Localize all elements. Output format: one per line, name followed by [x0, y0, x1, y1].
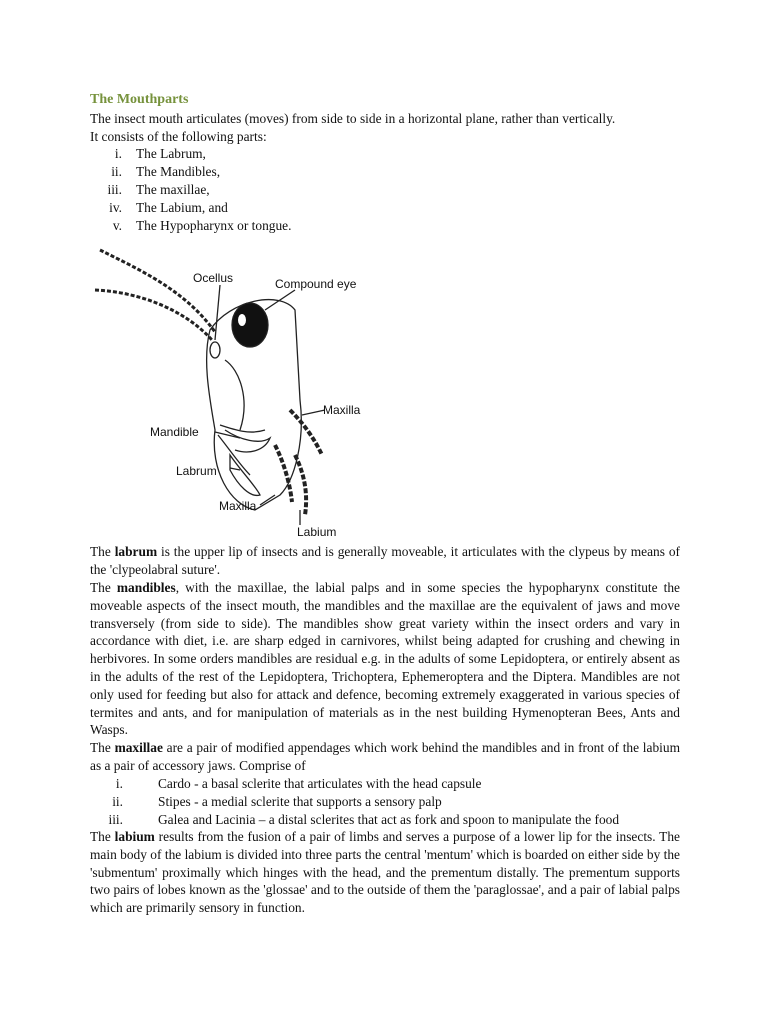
- list-item: iv. The Labium, and: [109, 200, 228, 215]
- maxillae-paragraph: The maxillae are a pair of modified appendages which work behind the mandibles and in front of the labium as a pair of accessory jaws. Comprise of: [90, 740, 680, 773]
- list-item: i. The Labrum,: [114, 146, 206, 161]
- list-item: iii. Galea and Lacinia – a distal sclerites that act as fork and spoon to manipulate the food: [108, 811, 620, 827]
- mouthparts-list: [90, 145, 291, 235]
- list-item: v. The Hypopharynx or tongue.: [112, 218, 292, 233]
- mandibles-paragraph: The mandibles, with the maxillae, the labial palps and in some species the hypopharynx constitute the moveable aspects of the insect mouth, the mandibles and the maxillae are the equivalent of jaws and move transversely (from side to side). The mandibles show great variety within the insect orders and vary in accordance with diet, i.e. are sharp edged in carnivores, whilst being adapted for crushing and chewing in herbivores. In some orders mandibles are residual e.g. in the adults of some Lepidoptera, or entirely absent as in the adults of the rest of the Lepidoptera, Trichoptera, Ephemeroptera and the Diptera. Mandibles are not only used for feeding but also for attack and defence, becoming extremely exaggerated in various species of termites and ants, and for manipulation of materials as in the nest building Hymenopteran Bees, Ants and Wasps.: [90, 580, 681, 738]
- label-labium: Labium: [297, 525, 337, 539]
- term-mandibles: mandibles: [116, 580, 176, 595]
- label-maxilla-right: Maxilla: [323, 403, 361, 417]
- list-item: ii. The Mandibles,: [111, 164, 221, 179]
- compound-eye: [232, 303, 268, 347]
- antenna-upper: [100, 250, 215, 332]
- section-heading: The Mouthparts: [90, 92, 189, 107]
- label-compound-eye: Compound eye: [275, 277, 357, 291]
- term-maxillae: maxillae: [114, 740, 163, 755]
- maxillae-parts-list: [90, 775, 690, 828]
- mandible: [225, 430, 270, 452]
- label-labrum: Labrum: [176, 464, 217, 478]
- antenna-lower: [95, 290, 212, 340]
- list-item: ii. Stipes - a medial sclerite that supports a sensory palp: [112, 793, 442, 809]
- intro-line-2: It consists of the following parts:: [90, 128, 267, 144]
- ocellus: [210, 342, 220, 358]
- term-labium: labium: [114, 829, 155, 844]
- list-item: iii. The maxillae,: [107, 182, 210, 197]
- maxilla-palp: [290, 410, 322, 455]
- maxilla-palp-lower: [275, 445, 292, 502]
- labrum: [230, 455, 260, 495]
- label-mandible: Mandible: [150, 425, 199, 439]
- labrum-paragraph: The labrum is the upper lip of insects and is generally moveable, it articulates with the clypeus by means of the 'clypeolabral suture'.: [90, 544, 680, 577]
- labium-palp: [295, 455, 306, 515]
- intro-line-1: The insect mouth articulates (moves) from side to side in a horizontal plane, rather than vertically.: [90, 111, 616, 126]
- labium-paragraph: The labium results from the fusion of a pair of limbs and serves a purpose of a lower lip for the insects. The main body of the labium is divided into three parts the central 'mentum' which is boarded on either side by the 'submentum' proximally which hinges with the head, and the prementum distally. The prementum supports two pairs of lobes known as the 'glossae' and to the outside of them the 'paraglossae', and a pair of labial palps which are primarily sensory in function.: [90, 829, 680, 916]
- insect-head-diagram: [90, 240, 370, 540]
- list-item: i. Cardo - a basal sclerite that articulates with the head capsule: [115, 776, 482, 791]
- label-ocellus: Ocellus: [193, 271, 234, 285]
- intro-paragraph: [90, 110, 680, 146]
- label-maxilla-bottom: Maxilla: [219, 499, 257, 513]
- term-labrum: labrum: [114, 544, 158, 559]
